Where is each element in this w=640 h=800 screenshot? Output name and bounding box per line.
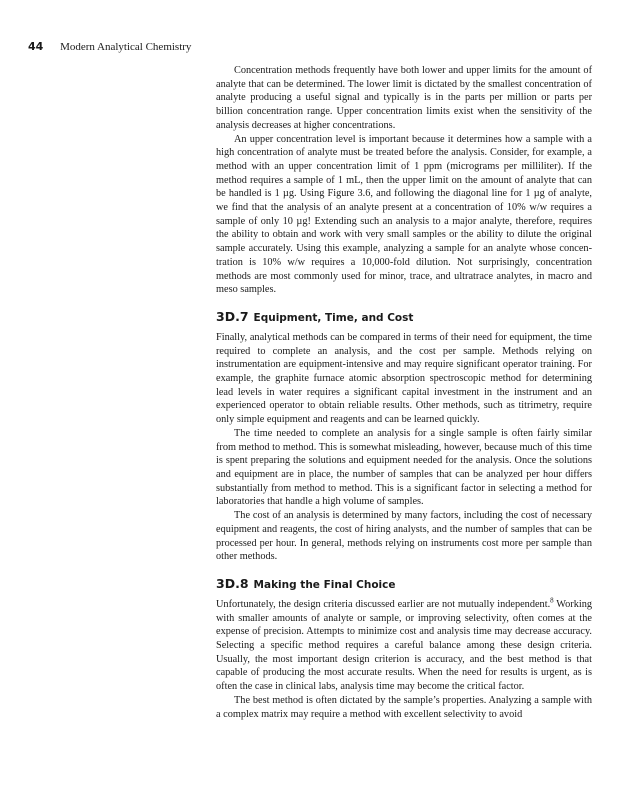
paragraph: Concentration methods frequently have both lower and upper limits for the amount of analyte that can be determined. The lower limit is dictated by the smallest concentration of analyte producing a useful signal and typically is in the parts per million or parts per billion concentration range. Upper concentration limits exist when the sensitivity of the analysis decreases at higher concentrations. (216, 65, 592, 131)
section-title: Making the Final Choice (253, 578, 396, 591)
paragraph-text: Working with smaller amounts of analyte or sample, or improving selectivity, often comes at the expense of precision. Attempts to minimize cost and analysis time may decrease accuracy. Selecting a specific method requires a careful balance among these design criteria. Usually, the most important design criterion is accuracy, and the best method is that capable of producing the most accurate results. When the need for results is urgent, as is often the case in clinical labs, analysis time may become the critical factor. (216, 598, 592, 693)
running-head (28, 40, 191, 54)
paragraph: An upper concentration level is important because it determines how a sample with a high concentration of analyte must be treated before the analysis. Consider, for example, a method with an upper concentration limit of 1 ppm (micrograms per milliliter). If the method requires a sample of 1 mL, then the upper limit on the amount of analyte that can be handled is 1 µg. Using Figure 3.6, and following the diagonal line for 1 µg of analyte, we find that the analysis of an analyte present at a concentration of 10% w/w requires a sample of only 10 µg! Extending such an analysis to a major analyte, therefore, requires the ability to obtain and work with very small samples or the ability to dilute the original sample accurately. Using this example, analyzing a sample for an analyte whose concentration is 10% w/w requires a 10,000-fold dilution. Not surprisingly, concentration methods are most commonly used for minor, trace, and ultratrace analytes, in macro and meso samples. (216, 133, 592, 296)
paragraph: The time needed to complete an analysis for a single sample is often fairly similar from method to method. This is somewhat misleading, however, because much of this time is spent preparing the solutions and equipment needed for the analysis. Once the solutions and equipment are in place, the number of samples that can be analyzed per hour differs substantially from method to method. This is a significant factor in selecting a method for laboratories that handle a high volume of samples. (216, 427, 592, 508)
paragraph: The cost of an analysis is determined by many factors, including the cost of necessary equipment and reagents, the cost of hiring analysts, and the number of samples that can be processed per hour. In general, methods relying on instruments cost more per sample than other methods. (216, 510, 592, 563)
section-heading-3d8 (216, 576, 592, 593)
section-title: Equipment, Time, and Cost (253, 311, 414, 324)
section-number: 3D.8 (216, 575, 249, 591)
paragraph: The best method is often dictated by the sample’s properties. Analyzing a sample with a complex matrix may require a method with excellent selectivity to avoid (216, 694, 592, 720)
paragraph-text: Unfortunately, the design criteria discussed earlier are not mutually independent. (216, 598, 551, 610)
paragraph (216, 598, 592, 694)
book-title: Modern Analytical Chemistry (60, 41, 192, 53)
paragraph: Finally, analytical methods can be compared in terms of their need for equipment, the time required to complete an analysis, and the cost per sample. Methods relying on instrumentation are equipment-intensive and may require significant operator training. For example, the graphite furnace atomic absorption spectroscopic method for determining lead levels in water requires a significant capital investment in the instrument and an experienced operator to obtain reliable results. Other methods, such as titrimetry, require only simple equipment and reagents and can be learned quickly. (216, 331, 592, 426)
footnote-reference[interactable]: 8 (550, 596, 554, 605)
body-text-column (216, 64, 592, 721)
page-number: 44 (28, 40, 44, 53)
section-heading-3d7 (216, 309, 592, 326)
section-number: 3D.7 (216, 308, 249, 324)
